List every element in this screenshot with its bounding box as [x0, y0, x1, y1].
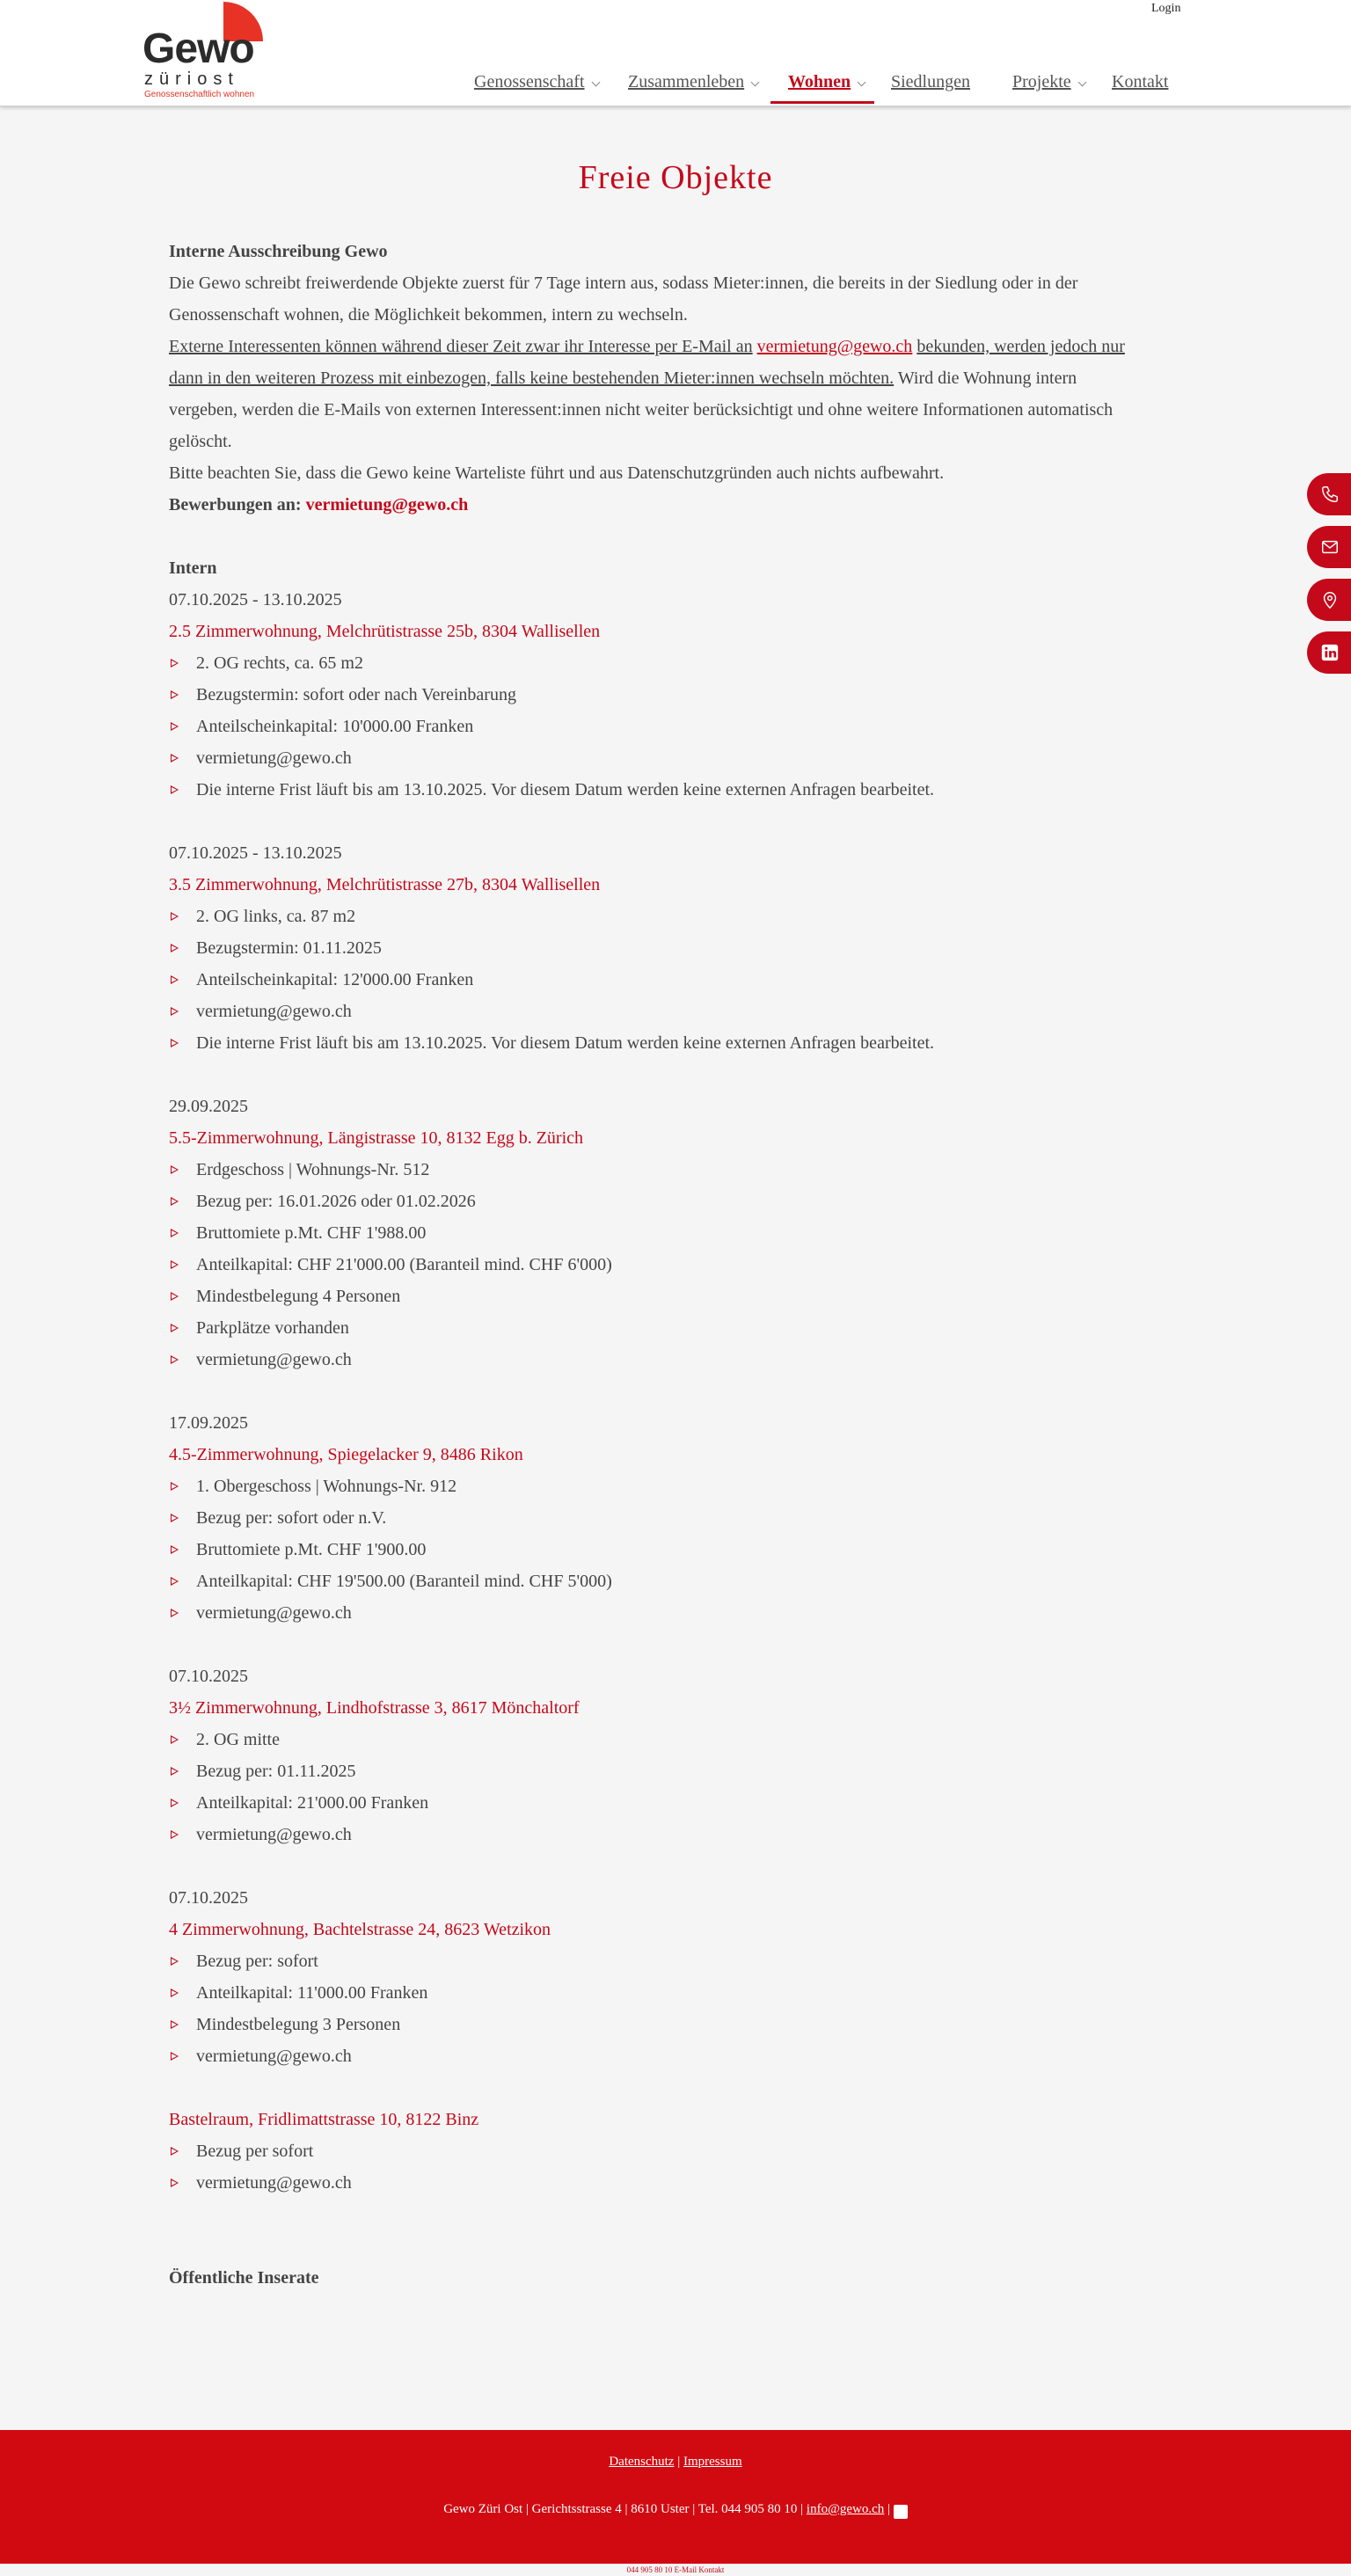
list-item-text: Bezugstermin: sofort oder nach Vereinbarung — [196, 685, 516, 704]
listing-title[interactable]: Bastelraum, Fridlimattstrasse 10, 8122 Binz — [169, 2110, 479, 2129]
intro-paragraph-line: Bitte beachten Sie, dass die Gewo keine Warteliste führt und aus Datenschutzgründen auch nichts aufbewahrt. — [169, 463, 945, 483]
apply-line — [169, 489, 1180, 521]
listing-date: 07.10.2025 — [169, 1667, 248, 1686]
listing-details — [169, 647, 1180, 806]
intro-paragraph-line: Genossenschaft wohnen, die Möglichkeit bekommen, intern zu wechseln. — [169, 305, 688, 325]
location-button[interactable] — [1307, 579, 1351, 621]
triangle-bullet-icon — [171, 690, 179, 699]
list-item — [169, 2167, 1180, 2199]
listing-details — [169, 2135, 1180, 2199]
listing-title[interactable]: 4 Zimmerwohnung, Bachtelstrasse 24, 8623 Wetzikon — [169, 1920, 551, 1939]
list-item-text: Bezugstermin: 01.11.2025 — [196, 938, 382, 958]
listing — [169, 2072, 1180, 2199]
list-item — [169, 2009, 1180, 2040]
list-item — [169, 1755, 1180, 1787]
triangle-bullet-icon — [171, 722, 179, 731]
list-item — [169, 1502, 1180, 1534]
list-item — [169, 742, 1180, 774]
nav-zusammenleben[interactable] — [628, 70, 744, 93]
listing-title[interactable]: 5.5-Zimmerwohnung, Längistrasse 10, 8132 Egg b. Zürich — [169, 1128, 584, 1148]
triangle-bullet-icon — [171, 2052, 179, 2061]
listing-details — [169, 1154, 1180, 1376]
list-item — [169, 1534, 1180, 1565]
apply-label: Bewerbungen an: — [169, 495, 302, 514]
list-item-text: Anteilkapital: 11'000.00 Franken — [196, 1983, 428, 2003]
nav-label: Genossenschaft — [474, 72, 585, 91]
list-item — [169, 1470, 1180, 1502]
list-item-text: 2. OG links, ca. 87 m2 — [196, 907, 356, 926]
listing-details — [169, 901, 1180, 1059]
mail-icon — [1320, 537, 1340, 557]
listing — [169, 1059, 1180, 1376]
list-item — [169, 679, 1180, 711]
mail-button[interactable] — [1307, 526, 1351, 568]
list-item-text: Bezug per: sofort — [196, 1952, 318, 1971]
footer-separator: | — [677, 2455, 681, 2469]
list-item — [169, 932, 1180, 964]
location-pin-icon — [1320, 590, 1340, 609]
mini-contact-bar: 044 905 80 10 E-Mail Kontakt — [626, 2565, 725, 2574]
triangle-bullet-icon — [171, 1165, 179, 1174]
list-item-text: Anteilscheinkapital: 10'000.00 Franken — [196, 717, 474, 736]
triangle-bullet-icon — [171, 2147, 179, 2156]
list-item-text: vermietung@gewo.ch — [196, 1603, 352, 1623]
listing — [169, 584, 1180, 806]
list-item-text: Mindestbelegung 3 Personen — [196, 2015, 401, 2034]
footer-address — [0, 2502, 1351, 2519]
list-item-text: 2. OG rechts, ca. 65 m2 — [196, 653, 363, 673]
nav-label: Siedlungen — [891, 72, 970, 91]
listing-details — [169, 1945, 1180, 2072]
triangle-bullet-icon — [171, 1830, 179, 1839]
list-item-text: 2. OG mitte — [196, 1730, 280, 1749]
triangle-bullet-icon — [171, 1229, 179, 1237]
apply-email-link[interactable]: vermietung@gewo.ch — [305, 495, 469, 514]
list-item-text: Parkplätze vorhanden — [196, 1318, 349, 1338]
list-item-text: 1. Obergeschoss | Wohnungs-Nr. 912 — [196, 1477, 457, 1496]
list-item — [169, 1565, 1180, 1597]
listing-details — [169, 1724, 1180, 1850]
page-title: Freie Objekte — [578, 159, 773, 196]
linkedin-button[interactable] — [1307, 631, 1351, 674]
list-item-text: Erdgeschoss | Wohnungs-Nr. 512 — [196, 1160, 430, 1179]
list-item — [169, 1724, 1180, 1755]
listing-date: 17.09.2025 — [169, 1413, 248, 1433]
nav-label: Kontakt — [1112, 72, 1169, 91]
nav-label: Zusammenleben — [628, 72, 745, 91]
listing-date: 29.09.2025 — [169, 1097, 248, 1116]
external-notice-text: dann in den weiteren Prozess mit einbezogen, falls keine bestehenden Mieter:innen wechseln möchten. — [169, 369, 895, 388]
nav-label: Projekte — [1012, 72, 1071, 91]
triangle-bullet-icon — [171, 754, 179, 763]
nav-label: Wohnen — [788, 72, 851, 91]
list-item — [169, 711, 1180, 742]
list-item — [169, 996, 1180, 1027]
triangle-bullet-icon — [171, 1039, 179, 1047]
phone-button[interactable] — [1307, 473, 1351, 515]
privacy-link[interactable]: Datenschutz — [609, 2455, 675, 2469]
intro-paragraph-line: Die Gewo schreibt freiwerdende Objekte zuerst für 7 Tage intern aus, sodass Mieter:innen, die bereits in der Siedlung oder in der — [169, 274, 1078, 293]
footer-links — [0, 2455, 1351, 2470]
list-item — [169, 1945, 1180, 1977]
listing-title[interactable]: 3.5 Zimmerwohnung, Melchrütistrasse 27b, 8304 Wallisellen — [169, 875, 601, 894]
public-heading: Öffentliche Inserate — [169, 2268, 319, 2288]
external-notice-text: Externe Interessenten können während dieser Zeit zwar ihr Interesse per E-Mail an — [169, 337, 753, 356]
triangle-bullet-icon — [171, 2020, 179, 2029]
list-item — [169, 964, 1180, 996]
triangle-bullet-icon — [171, 1292, 179, 1301]
list-item-text: Bezug per: 01.11.2025 — [196, 1762, 356, 1781]
login-link[interactable]: Login — [1151, 2, 1181, 15]
triangle-bullet-icon — [171, 2178, 179, 2187]
nav-siedlungen[interactable] — [891, 70, 970, 93]
listing — [169, 1376, 1180, 1629]
list-item — [169, 647, 1180, 679]
list-item-text: vermietung@gewo.ch — [196, 2047, 352, 2066]
list-item — [169, 1312, 1180, 1344]
triangle-bullet-icon — [171, 1355, 179, 1364]
linkedin-icon — [1320, 643, 1340, 662]
external-notice-text: Wird die Wohnung intern — [897, 369, 1077, 388]
chevron-down-icon — [858, 78, 866, 87]
listing-date: 07.10.2025 - 13.10.2025 — [169, 843, 342, 863]
logo-sub: züriost — [144, 69, 239, 89]
list-item — [169, 1186, 1180, 1217]
list-item — [169, 1217, 1180, 1249]
list-item-text: Bruttomiete p.Mt. CHF 1'900.00 — [196, 1540, 427, 1559]
listing-title[interactable]: 4.5-Zimmerwohnung, Spiegelacker 9, 8486 Rikon — [169, 1445, 523, 1464]
list-item — [169, 1027, 1180, 1059]
list-item-text: Bezug per sofort — [196, 2142, 314, 2161]
list-item-text: Die interne Frist läuft bis am 13.10.2025. Vor diesem Datum werden keine externen Anfragen bearbeitet. — [196, 780, 935, 799]
list-item-text: vermietung@gewo.ch — [196, 1002, 352, 1021]
intro-heading: Interne Ausschreibung Gewo — [169, 242, 388, 261]
intro-paragraph-line: vergeben, werden die E-Mails von externen Interessent:innen nicht weiter berücksichtigt und ohne weitere Informationen automatisch — [169, 400, 1114, 420]
chevron-down-icon — [1077, 78, 1086, 87]
triangle-bullet-icon — [171, 1545, 179, 1554]
list-item — [169, 1154, 1180, 1186]
triangle-bullet-icon — [171, 785, 179, 794]
list-item — [169, 1249, 1180, 1281]
list-item — [169, 1819, 1180, 1850]
triangle-bullet-icon — [171, 1767, 179, 1776]
triangle-bullet-icon — [171, 659, 179, 668]
list-item-text: Anteilkapital: CHF 21'000.00 (Baranteil mind. CHF 6'000) — [196, 1255, 612, 1274]
imprint-link[interactable]: Impressum — [683, 2455, 742, 2469]
main-content — [169, 236, 1180, 2294]
listing-date: 07.10.2025 — [169, 1888, 248, 1908]
list-item-text: Anteilscheinkapital: 12'000.00 Franken — [196, 970, 474, 989]
list-item-text: vermietung@gewo.ch — [196, 2173, 352, 2193]
listing — [169, 1629, 1180, 1850]
list-item — [169, 2135, 1180, 2167]
logo-tagline: Genossenschaftlich wohnen — [144, 90, 255, 99]
listing-title[interactable]: 3½ Zimmerwohnung, Lindhofstrasse 3, 8617 Mönchaltorf — [169, 1698, 580, 1718]
nav-active-indicator — [770, 101, 874, 104]
phone-icon — [1320, 485, 1340, 504]
listing — [169, 1850, 1180, 2072]
intro-paragraph-line: gelöscht. — [169, 432, 232, 451]
nav-projekte[interactable] — [1012, 70, 1071, 93]
triangle-bullet-icon — [171, 1324, 179, 1332]
triangle-bullet-icon — [171, 1007, 179, 1016]
list-item-text: vermietung@gewo.ch — [196, 748, 352, 768]
external-notice — [169, 362, 1180, 394]
triangle-bullet-icon — [171, 1735, 179, 1744]
list-item-text: vermietung@gewo.ch — [196, 1825, 352, 1844]
chevron-down-icon — [591, 78, 600, 87]
triangle-bullet-icon — [171, 1609, 179, 1617]
triangle-bullet-icon — [171, 1482, 179, 1491]
listing-title[interactable]: 2.5 Zimmerwohnung, Melchrütistrasse 25b, 8304 Wallisellen — [169, 622, 601, 641]
triangle-bullet-icon — [171, 1577, 179, 1586]
listing-details — [169, 1470, 1180, 1629]
list-item-text: Bezug per: 16.01.2026 oder 01.02.2026 — [196, 1192, 476, 1211]
list-item-text: Anteilkapital: 21'000.00 Franken — [196, 1793, 429, 1813]
list-item-text: Bruttomiete p.Mt. CHF 1'988.00 — [196, 1223, 427, 1243]
triangle-bullet-icon — [171, 1989, 179, 1997]
logo-word: Gewo — [142, 26, 254, 72]
nav-kontakt[interactable] — [1112, 70, 1168, 93]
email-link[interactable]: vermietung@gewo.ch — [756, 337, 913, 356]
triangle-bullet-icon — [171, 1514, 179, 1522]
list-item-text: Bezug per: sofort oder n.V. — [196, 1508, 387, 1528]
listing-date: 07.10.2025 - 13.10.2025 — [169, 590, 342, 609]
list-item — [169, 901, 1180, 932]
list-item-text: Anteilkapital: CHF 19'500.00 (Baranteil mind. CHF 5'000) — [196, 1572, 612, 1591]
listing — [169, 806, 1180, 1059]
address-text: Gewo Züri Ost | Gerichtsstrasse 4 | 8610 Uster | Tel. 044 905 80 10 | — [443, 2502, 804, 2516]
footer-separator: | — [887, 2502, 891, 2516]
triangle-bullet-icon — [171, 1260, 179, 1269]
triangle-bullet-icon — [171, 1957, 179, 1966]
site-header — [0, 0, 1351, 106]
chevron-down-icon — [751, 78, 760, 87]
triangle-bullet-icon — [171, 1799, 179, 1807]
list-item-text: Die interne Frist läuft bis am 13.10.2025. Vor diesem Datum werden keine externen Anfragen bearbeitet. — [196, 1033, 935, 1053]
list-item — [169, 1977, 1180, 2009]
list-item — [169, 1281, 1180, 1312]
intern-heading: Intern — [169, 558, 217, 578]
triangle-bullet-icon — [171, 975, 179, 984]
listings — [169, 584, 1180, 2199]
nav-genossenschaft[interactable] — [474, 70, 585, 93]
list-item-text: vermietung@gewo.ch — [196, 1350, 352, 1369]
list-item — [169, 1344, 1180, 1376]
list-item — [169, 1597, 1180, 1629]
nav-wohnen[interactable] — [788, 70, 851, 93]
triangle-bullet-icon — [171, 912, 179, 921]
list-item-text: Mindestbelegung 4 Personen — [196, 1287, 401, 1306]
external-notice — [169, 331, 1180, 362]
linkedin-icon[interactable]: in — [894, 2505, 908, 2519]
triangle-bullet-icon — [171, 1197, 179, 1206]
list-item — [169, 2040, 1180, 2072]
list-item — [169, 774, 1180, 806]
external-notice-text: bekunden, werden jedoch nur — [916, 337, 1125, 356]
footer-email-link[interactable]: info@gewo.ch — [806, 2502, 885, 2516]
gewo-logo[interactable] — [142, 2, 266, 102]
triangle-bullet-icon — [171, 944, 179, 952]
list-item — [169, 1787, 1180, 1819]
site-footer — [0, 2430, 1351, 2564]
